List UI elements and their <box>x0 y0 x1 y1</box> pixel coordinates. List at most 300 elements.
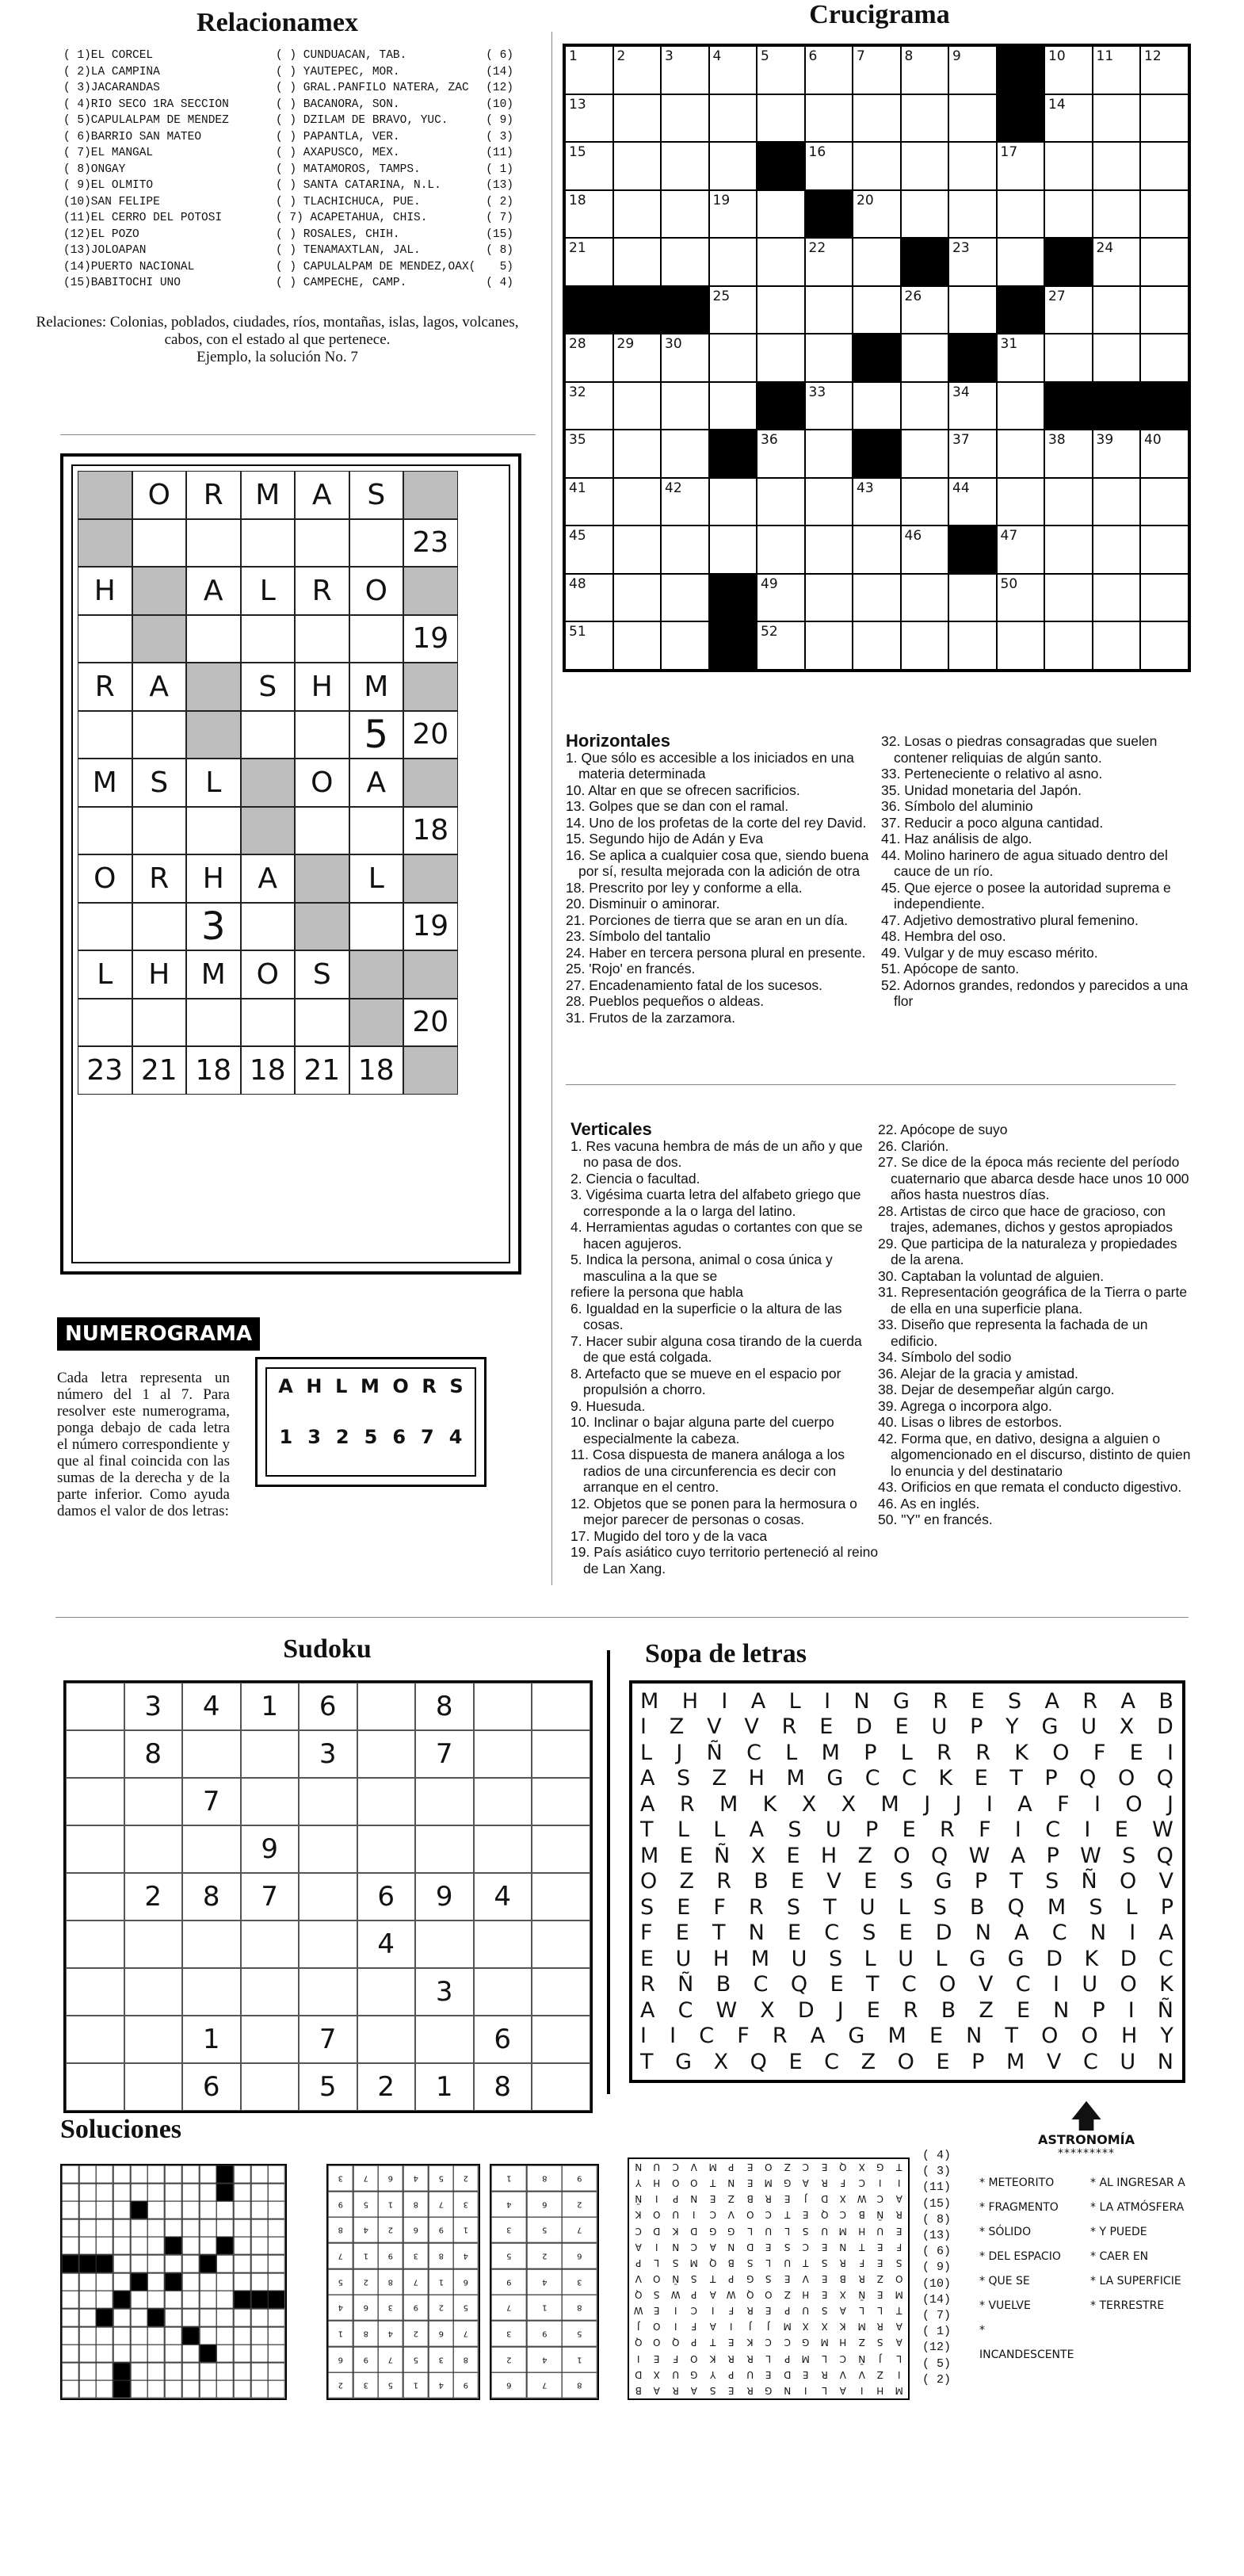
solution-letter: R <box>821 2368 828 2380</box>
solution-letter: A <box>709 2321 716 2333</box>
solution-cell <box>268 2219 285 2238</box>
word-search-letter: P <box>1044 1766 1059 1791</box>
sudoku-cell <box>241 1730 300 1778</box>
word-search-letter: V <box>826 1869 842 1894</box>
crossword-cell <box>661 526 709 574</box>
solution-cell: 9 <box>562 2165 597 2192</box>
word-search-letter: D <box>935 1921 953 1946</box>
word-search-letter: Ñ <box>1157 1997 1174 2023</box>
solution-cell <box>234 2184 251 2202</box>
numerograma-cell <box>132 519 187 568</box>
crossword-cell <box>853 574 901 622</box>
solution-letter: R <box>746 2305 754 2317</box>
arrow-up-icon: 🡅 <box>1070 2098 1103 2135</box>
clue-text: 12. Objetos que se ponen para la hermosura o mejor parecer de personas o cosas. <box>570 1495 857 1527</box>
word-search-letter: E <box>895 1714 910 1740</box>
solution-cell <box>200 2291 217 2309</box>
crossword-cell <box>948 94 997 143</box>
word-search-letter: S <box>933 1894 948 1920</box>
word-search-letter: X <box>713 2049 730 2074</box>
numerograma-cell: 18 <box>349 1046 404 1095</box>
key-number: 7 <box>421 1426 434 1448</box>
solution-letter: L <box>822 2352 827 2364</box>
word-search-letter: T <box>823 1894 838 1920</box>
numerograma-cell: 23 <box>403 519 458 568</box>
solution-letter: C <box>635 2225 642 2237</box>
solution-cell <box>147 2363 165 2381</box>
solution-cell: 3 <box>429 2347 454 2373</box>
crossword-cell <box>757 190 805 239</box>
solution-letter: L <box>765 2257 772 2268</box>
relacionamex-state: ( ) CAMPECHE, CAMP. <box>276 277 407 289</box>
crossword-clue-number: 48 <box>569 575 586 592</box>
solution-cell <box>147 2380 165 2398</box>
solution-cell <box>131 2273 148 2291</box>
word-search-letter: H <box>1120 2024 1139 2049</box>
solution-letter: T <box>784 2209 791 2221</box>
word-search-letter: R <box>939 1817 956 1843</box>
crossword-clue-number: 42 <box>665 480 682 496</box>
solution-letter: N <box>635 2161 643 2173</box>
word-search-letter: W <box>1080 1843 1102 1868</box>
solution-cell <box>113 2291 131 2309</box>
sudoku-cell <box>415 1778 474 1825</box>
crossword-black-cell <box>709 430 757 478</box>
solution-cell: 7 <box>562 2217 597 2243</box>
relacionamex-state: ( ) BACANORA, SON. <box>276 97 400 111</box>
crossword-cell <box>1093 430 1141 478</box>
crossword-cell <box>997 238 1045 286</box>
word-search-letter: P <box>971 2049 986 2074</box>
word-search-letter: T <box>640 1817 654 1843</box>
solution-cell: 3 <box>403 2243 429 2269</box>
solution-cell <box>96 2273 113 2291</box>
word-search-letter: M <box>719 1791 739 1817</box>
solution-letter: P <box>728 2368 735 2380</box>
word-search-letter: P <box>864 1740 878 1765</box>
solution-cell: 4 <box>429 2372 454 2398</box>
solution-cell <box>165 2273 182 2291</box>
solution-letter: E <box>877 2257 883 2268</box>
numerograma-key <box>255 1357 487 1487</box>
solution-letter: M <box>801 2352 811 2364</box>
solution-letter: U <box>672 2209 680 2221</box>
word-search-letter: R <box>772 2024 788 2049</box>
numerograma-solution <box>326 2164 480 2400</box>
crossword-cell <box>901 142 949 190</box>
word-search-letter: M <box>821 1740 841 1765</box>
relacionamex-place: (12)EL POZO <box>63 227 139 241</box>
crossword-cell <box>997 190 1045 239</box>
word-search-letter: E <box>902 1817 917 1843</box>
crossword-cell <box>805 478 853 526</box>
solution-letter: I <box>636 2352 640 2364</box>
clue-text: 51. Apócope de santo. <box>881 961 1020 977</box>
word-search-letter: E <box>866 1997 881 2023</box>
solution-cell <box>165 2165 182 2184</box>
word-search-letter: V <box>744 1714 760 1740</box>
tema-word: * SÓLIDO <box>979 2226 1032 2238</box>
word-search-letter: L <box>785 1740 799 1765</box>
solution-letter: I <box>860 2384 864 2396</box>
solution-letter: P <box>691 2289 697 2301</box>
numerograma-cell <box>241 1095 296 1143</box>
crossword-clue-number: 45 <box>569 528 586 544</box>
sudoku-cell <box>474 1825 532 1873</box>
numerograma-shaded-cell <box>349 999 404 1047</box>
solution-cell <box>79 2184 97 2202</box>
word-search-row <box>635 1894 1179 1921</box>
clue-text: 46. As en inglés. <box>878 1495 980 1512</box>
word-search-letter: G <box>826 1766 845 1791</box>
word-search-letter: O <box>893 1843 911 1868</box>
crossword-cell <box>1140 334 1189 382</box>
solution-letter: P <box>784 2305 791 2317</box>
word-search-row <box>635 2024 1179 2050</box>
word-search-letter: C <box>1045 1817 1062 1843</box>
word-search-letter: I <box>670 2024 677 2049</box>
crossword-cell <box>709 286 757 334</box>
solution-letter: Z <box>784 2289 791 2301</box>
solution-letter: I <box>879 2177 882 2189</box>
word-search-letter: H <box>748 1766 765 1791</box>
relacionamex-place: (15)BABITOCHI UNO <box>63 277 181 289</box>
word-search-letter: U <box>1081 1714 1097 1740</box>
verticales-col-b <box>878 1122 1195 1528</box>
solution-cell <box>200 2273 217 2291</box>
solution-letter: H <box>876 2384 884 2396</box>
word-search-letter: N <box>853 1688 871 1714</box>
word-search-letter: L <box>898 1894 911 1920</box>
crossword-cell <box>613 382 662 430</box>
word-search-letter: O <box>1119 1869 1138 1894</box>
key-number: 4 <box>448 1426 463 1448</box>
crossword-clue-number: 9 <box>952 48 961 64</box>
solution-cell: 4 <box>453 2243 479 2269</box>
solution-cell <box>165 2309 182 2327</box>
word-search-letter: A <box>1010 1843 1027 1868</box>
solution-letter: E <box>765 2241 772 2253</box>
numerograma-shaded-cell <box>403 567 458 615</box>
crossword-black-cell <box>853 334 901 382</box>
solution-letter: M <box>857 2321 866 2333</box>
crossword-cell <box>565 574 613 622</box>
solution-cell <box>147 2255 165 2273</box>
word-search-letter: E <box>679 1843 694 1868</box>
solution-letter: S <box>765 2273 772 2284</box>
column-divider <box>551 32 552 1585</box>
clue-text: 9. Huesuda. <box>570 1397 646 1414</box>
crossword-cell <box>565 334 613 382</box>
solution-cell <box>113 2309 131 2327</box>
word-search-letter: Q <box>930 1843 949 1868</box>
word-search-letter: F <box>713 1894 727 1920</box>
clue-text: 18. Prescrito por ley y conforme a ella. <box>566 879 803 896</box>
solution-cell: 2 <box>491 2347 527 2373</box>
solution-letter: X <box>821 2321 828 2333</box>
sudoku-solution <box>490 2164 599 2400</box>
crossword-cell <box>1044 46 1093 94</box>
solution-letter: O <box>653 2209 661 2221</box>
solution-letter: I <box>730 2321 733 2333</box>
clue-text: 16. Se aplica a cualquier cosa que, siendo buena por sí, resulta mejorada con la adición de otra <box>566 847 869 879</box>
crossword-cell <box>757 334 805 382</box>
relacionamex-place: ( 5)CAPULÁLPAM DE MÉNDEZ <box>63 114 229 127</box>
word-search-row <box>635 1843 1179 1869</box>
solution-letter: C <box>709 2209 716 2221</box>
solution-letter: G <box>746 2273 754 2284</box>
word-search-letter: S <box>1089 1894 1104 1920</box>
crossword-grid <box>563 44 1191 672</box>
solution-cell <box>62 2255 79 2273</box>
relacionamex-answer: ( 2) <box>922 2372 952 2387</box>
word-search-letter: E <box>819 1714 834 1740</box>
solution-letter: E <box>654 2305 660 2317</box>
numerograma-cell <box>241 903 296 951</box>
solution-cell <box>251 2380 269 2398</box>
sudoku-cell <box>357 2016 416 2063</box>
crossword-cell <box>1093 190 1141 239</box>
word-search-letter: B <box>754 1869 769 1894</box>
numerograma-shaded-cell <box>295 903 349 951</box>
sudoku-title: Sudoku <box>283 1634 372 1664</box>
numerograma-shaded-cell <box>349 950 404 999</box>
solution-letter: J <box>767 2321 770 2333</box>
solution-letter: J <box>636 2321 640 2333</box>
solution-letter: R <box>876 2321 883 2333</box>
sudoku-cell <box>299 1778 357 1825</box>
crossword-cell <box>1140 46 1189 94</box>
crossword-cell <box>613 621 662 670</box>
solution-cell: 9 <box>353 2347 379 2373</box>
clue-text: 47. Adjetivo demostrativo plural femenino. <box>881 912 1139 928</box>
solution-letter: Y <box>709 2368 716 2380</box>
numerograma-cell: L <box>186 759 241 807</box>
crossword-cell <box>997 334 1045 382</box>
sudoku-cell: 4 <box>357 1921 416 1968</box>
numerograma-cell: 23 <box>78 1046 132 1095</box>
crossword-black-cell <box>1044 382 1093 430</box>
solution-cell: 2 <box>403 2321 429 2347</box>
solution-letter: C <box>784 2337 791 2349</box>
solution-cell <box>251 2165 269 2184</box>
solution-cell: 7 <box>378 2347 403 2373</box>
solution-cell <box>131 2363 148 2381</box>
word-search-letter: C <box>824 1921 841 1946</box>
solution-cell <box>216 2237 234 2255</box>
solution-letter: F <box>691 2321 697 2333</box>
relacionamex-place: ( 4)RÍO SECO 1RA SECCIÓN <box>63 97 229 111</box>
numerograma-shaded-cell <box>186 711 241 759</box>
crossword-cell <box>1093 621 1141 670</box>
crossword-cell <box>1140 621 1189 670</box>
crossword-cell <box>853 94 901 143</box>
word-search-letter: B <box>969 1894 986 1920</box>
sudoku-cell <box>532 1825 590 1873</box>
word-search-letter: O <box>897 2049 915 2074</box>
solution-cell: 4 <box>328 2295 353 2321</box>
numerograma-cell: A <box>241 854 296 903</box>
word-search-letter: E <box>1129 1740 1144 1765</box>
solution-letter: N <box>839 2241 847 2253</box>
sudoku-cell: 2 <box>357 2063 416 2111</box>
clue-text: 13. Golpes que se dan con el ramal. <box>566 798 789 814</box>
solution-cell <box>216 2380 234 2398</box>
solution-cell: 8 <box>328 2217 353 2243</box>
key-letter: S <box>449 1375 464 1397</box>
solution-cell: 8 <box>429 2243 454 2269</box>
numerograma-cell: O <box>132 471 187 519</box>
solution-cell <box>182 2237 200 2255</box>
solution-letter: J <box>748 2321 752 2333</box>
word-search-letter: Q <box>1156 1766 1174 1791</box>
solution-cell <box>96 2345 113 2363</box>
crossword-cell <box>565 190 613 239</box>
word-search-letter: O <box>1081 2024 1099 2049</box>
clue-text: 41. Haz análisis de algo. <box>881 831 1032 847</box>
solution-letter: M <box>689 2257 699 2268</box>
solution-letter: Ñ <box>857 2352 865 2364</box>
solution-cell <box>62 2273 79 2291</box>
key-letter: H <box>306 1375 322 1397</box>
numerograma-cell: L <box>349 854 404 903</box>
solution-letter: O <box>653 2273 661 2284</box>
clue-text: 7. Hacer subir alguna cosa tirando de la cuerda de que está colgada. <box>570 1332 862 1365</box>
crossword-clue-number: 51 <box>569 624 586 640</box>
solution-cell <box>216 2309 234 2327</box>
relacionamex-row <box>63 82 539 98</box>
divider <box>60 434 536 435</box>
solution-letter: S <box>709 2384 716 2396</box>
solution-letter: V <box>691 2161 698 2173</box>
solution-letter: V <box>839 2368 846 2380</box>
tema-word: * INCANDESCENTE <box>979 2324 1074 2361</box>
relacionamex-number: ( 8) <box>486 244 513 257</box>
word-search-letter: Q <box>750 2049 768 2074</box>
solution-cell <box>79 2309 97 2327</box>
crossword-cell <box>853 46 901 94</box>
numerograma-shaded-cell <box>403 759 458 807</box>
horizontales-col-b <box>881 733 1198 1010</box>
sudoku-cell <box>474 1730 532 1778</box>
numerograma-cell <box>186 1095 241 1143</box>
solution-letter: A <box>802 2177 810 2189</box>
numerograma-shaded-cell <box>241 759 296 807</box>
word-search-letter: L <box>677 1817 690 1843</box>
solution-cell <box>62 2309 79 2327</box>
word-search-letter: A <box>750 1688 767 1714</box>
crossword-cell <box>805 334 853 382</box>
word-search-letter: Z <box>669 1714 685 1740</box>
solution-cell <box>216 2345 234 2363</box>
crossword-clue-number: 11 <box>1096 48 1114 64</box>
solution-letter: O <box>653 2321 661 2333</box>
relacionamex-row <box>63 49 539 66</box>
crossword-clue-number: 30 <box>665 336 682 352</box>
solution-letter: E <box>821 2241 828 2253</box>
clue-text: 1. Que sólo es accesible a los iniciados en una materia determinada <box>566 749 854 782</box>
relacionamex-instructions: Relaciones: Colonias, poblados, ciudades, ríos, montañas, islas, lagos, volcanes, cabos, con el estado al que pertenece. <box>36 313 519 348</box>
sudoku-cell: 7 <box>241 1873 300 1921</box>
crossword-cell <box>1140 526 1189 574</box>
solution-letter: A <box>895 2321 902 2333</box>
crossword-cell <box>805 574 853 622</box>
word-search-letter: W <box>715 1997 738 2023</box>
sudoku-cell: 1 <box>182 2016 241 2063</box>
solution-letter: Z <box>727 2193 735 2205</box>
crossword-clue-number: 44 <box>952 480 970 496</box>
solution-letter: C <box>802 2161 810 2173</box>
solution-letter: I <box>674 2305 677 2317</box>
numerograma-cell: R <box>132 854 187 903</box>
solution-cell <box>131 2219 148 2238</box>
word-search-letter: A <box>749 1817 765 1843</box>
crossword-cell <box>613 478 662 526</box>
numerograma-shaded-cell <box>78 471 132 519</box>
solution-cell <box>147 2184 165 2202</box>
numerograma-shaded-cell <box>403 471 458 519</box>
numerograma-instructions: Cada letra representa un número del 1 al 7. Para resolver este numerograma, ponga debajo de cada letra el número correspondiente y que al final coincida con las sumas de la derecha y de la parte inferior. Como ayuda damos el valor de dos letras: <box>57 1370 230 1519</box>
crossword-cell <box>805 286 853 334</box>
sudoku-cell <box>474 1968 532 2016</box>
word-search-letter: M <box>880 1791 900 1817</box>
numerograma-cell: H <box>78 567 132 615</box>
crossword-cell <box>853 286 901 334</box>
sudoku-cell: 9 <box>415 1873 474 1921</box>
solution-letter: N <box>672 2241 680 2253</box>
sudoku-cell <box>474 1921 532 1968</box>
word-search-letter: Y <box>1160 2024 1174 2049</box>
crossword-cell <box>1140 430 1189 478</box>
relacionamex-number: (15) <box>486 227 513 241</box>
solution-cell <box>200 2345 217 2363</box>
crossword-cell <box>948 621 997 670</box>
solution-cell <box>200 2309 217 2327</box>
solution-letter: I <box>897 2368 901 2380</box>
crossword-cell <box>948 142 997 190</box>
clue-text: 1. Res vacuna hembra de más de un año y que no pasa de dos. <box>570 1137 863 1170</box>
numerograma-cell <box>186 615 241 663</box>
word-search-letter: R <box>679 1791 696 1817</box>
tema-words-b <box>1090 2171 1193 2368</box>
solution-letter: F <box>858 2257 864 2268</box>
solution-letter: O <box>746 2209 754 2221</box>
solution-cell: 8 <box>353 2321 379 2347</box>
crossword-cell <box>901 621 949 670</box>
solution-cell <box>251 2345 269 2363</box>
word-search-letter: C <box>864 1766 881 1791</box>
solution-letter: T <box>709 2177 716 2189</box>
sudoku-cell: 1 <box>241 1683 300 1730</box>
solution-letter: C <box>690 2241 698 2253</box>
solution-letter: L <box>895 2352 902 2364</box>
solution-cell <box>268 2345 285 2363</box>
solution-cell <box>268 2291 285 2309</box>
solution-letter: C <box>839 2209 847 2221</box>
word-search-letter: G <box>848 2024 866 2049</box>
sudoku-cell <box>182 1825 241 1873</box>
solution-cell: 5 <box>353 2192 379 2218</box>
word-search-letter: K <box>762 1791 778 1817</box>
solution-cell <box>251 2184 269 2202</box>
solution-cell: 6 <box>429 2321 454 2347</box>
numerograma-cell: M <box>349 663 404 711</box>
solution-cell: 2 <box>527 2243 563 2269</box>
crossword-cell <box>1093 526 1141 574</box>
word-search-letter: M <box>640 1843 660 1868</box>
word-search-letter: P <box>1046 1843 1060 1868</box>
word-search-letter: T <box>1009 1766 1024 1791</box>
